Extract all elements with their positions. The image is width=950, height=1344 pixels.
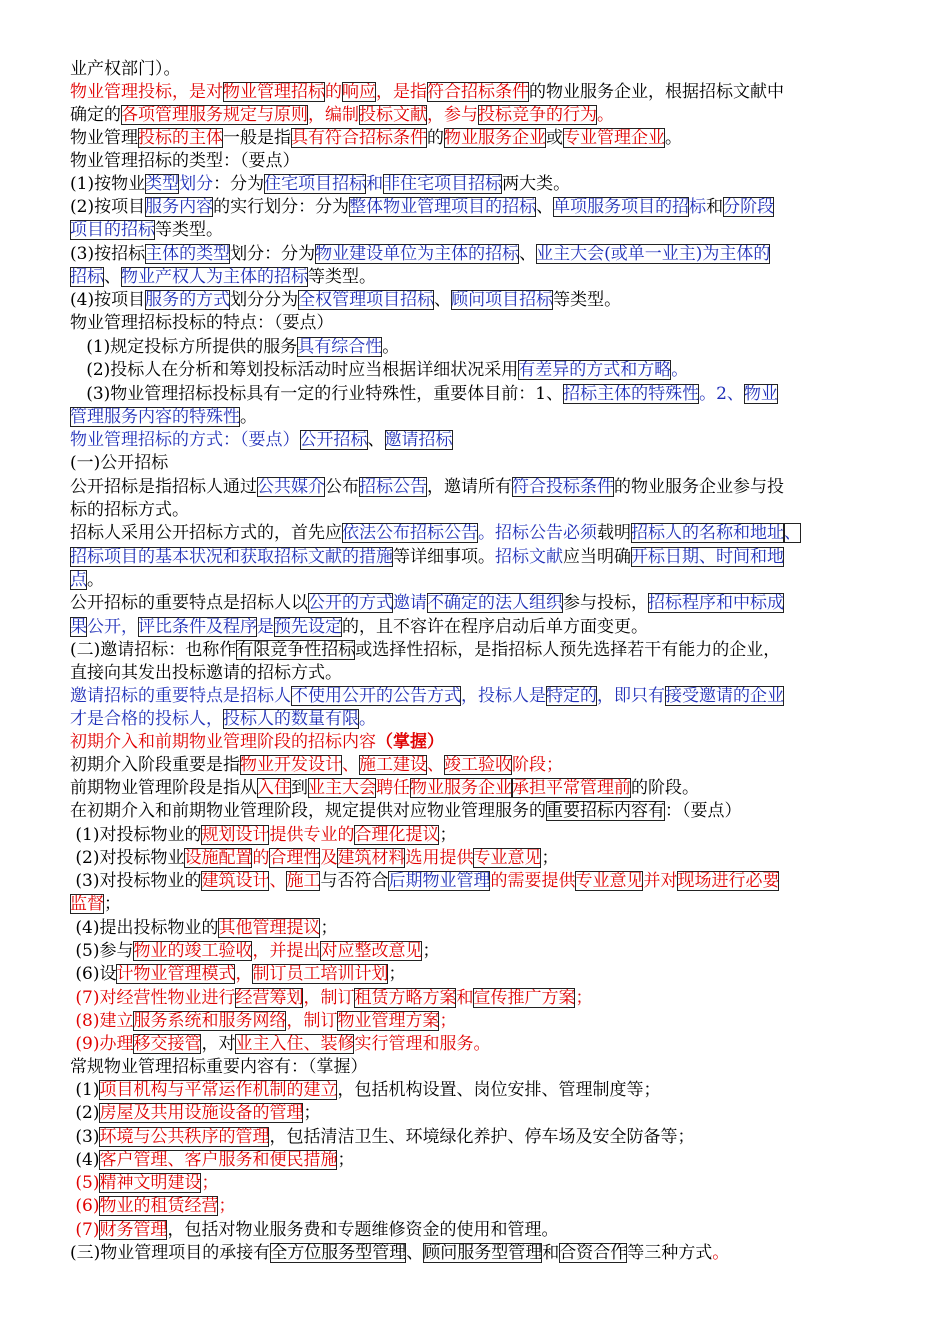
text-segment: (3)按招标 xyxy=(70,244,146,264)
text-line xyxy=(70,219,882,242)
text-segment: 划分分为 xyxy=(230,290,299,310)
boxed-keyword: 投标人的数量有限 xyxy=(223,709,359,729)
text-line xyxy=(70,336,882,359)
text-segment: 初期介入阶段重要是指 xyxy=(70,755,240,775)
text-segment: 确定的 xyxy=(70,105,121,125)
text-line xyxy=(70,150,882,173)
boxed-keyword: 具有综合性 xyxy=(297,337,383,357)
boxed-keyword: 具有符合招标条件 xyxy=(291,128,427,148)
boxed-keyword: 各项管理服务规定与原则 xyxy=(121,105,308,125)
boxed-keyword: 房屋及共用设施设备的管理 xyxy=(99,1103,304,1123)
text-segment: 常规物业管理招标重要内容有：（掌握） xyxy=(70,1057,368,1077)
text-segment: 的物业服务企业，根据招标文献中 xyxy=(529,82,784,102)
boxed-keyword: 规划设计 xyxy=(201,825,270,845)
text-segment: (1)规定投标方所提供的服务 xyxy=(70,337,298,357)
text-segment: 。招标公告必须 xyxy=(478,523,597,543)
text-segment: 物业管理投标，是对 xyxy=(70,82,223,102)
text-segment: ，是指 xyxy=(376,82,427,102)
text-segment: 载明 xyxy=(597,523,631,543)
boxed-keyword: 监督 xyxy=(70,894,104,914)
text-segment: (3)对投标物业的 xyxy=(70,871,202,891)
text-segment: 及 xyxy=(320,848,338,868)
text-line xyxy=(70,546,882,569)
text-segment: 。 xyxy=(359,709,376,729)
text-segment: 的实行划分：分为 xyxy=(213,197,350,217)
boxed-keyword: 环境与公共秩序的管理 xyxy=(99,1127,270,1147)
text-line xyxy=(70,452,882,475)
text-line xyxy=(70,81,882,104)
boxed-keyword: 服务系统和服务网络 xyxy=(133,1011,287,1031)
text-segment: 招标文献 xyxy=(495,547,563,567)
boxed-keyword: 客户管理、客户服务和便民措施 xyxy=(99,1150,338,1170)
text-segment: (1) xyxy=(70,1080,100,1100)
text-line xyxy=(70,662,882,685)
boxed-keyword: 预先设定 xyxy=(274,617,342,637)
boxed-keyword: 合资合作 xyxy=(559,1243,628,1263)
boxed-keyword: 建筑设计 xyxy=(201,871,270,891)
boxed-keyword: 、 xyxy=(784,523,801,543)
text-segment: 应当明确 xyxy=(563,547,631,567)
text-segment: (4)提出投标物业的 xyxy=(70,918,219,938)
text-segment: ； xyxy=(422,941,440,961)
boxed-keyword: 依法公布招标公告 xyxy=(342,523,478,543)
boxed-keyword: 全权管理项目招标 xyxy=(298,290,435,310)
text-line xyxy=(70,243,882,266)
text-line xyxy=(70,1219,882,1242)
boxed-keyword: 有差异的方式和方略 xyxy=(518,360,672,380)
text-segment: 、 xyxy=(342,755,359,775)
text-segment: 物业管理招标的类型：（要点） xyxy=(70,151,300,171)
text-line xyxy=(70,1079,882,1102)
text-segment: (9)办理 xyxy=(70,1034,134,1054)
text-segment: ，制订 xyxy=(303,988,355,1008)
text-segment: 、 xyxy=(434,290,452,310)
boxed-keyword: 招标主体的特殊性 xyxy=(563,384,700,404)
text-segment: ，制订 xyxy=(286,1011,338,1031)
boxed-keyword: 公共媒介 xyxy=(257,477,325,497)
text-segment: 物业管理招标的方式：（要点） xyxy=(70,430,300,450)
text-segment: 。 xyxy=(665,128,682,148)
boxed-keyword: 物业开发设计 xyxy=(240,755,342,775)
boxed-keyword: 入住 xyxy=(257,778,291,798)
boxed-keyword: 公开招标 xyxy=(299,430,368,450)
text-segment: 招标人采用公开招标方式的，首先应 xyxy=(70,523,342,543)
text-segment: ，即只有 xyxy=(597,686,665,706)
text-segment: 前期物业管理阶段是指从 xyxy=(70,778,257,798)
text-segment: 。 xyxy=(382,337,400,357)
text-line xyxy=(70,58,882,81)
text-line xyxy=(70,824,882,847)
text-segment: 的 xyxy=(427,128,444,148)
text-segment: 提供专业的 xyxy=(269,825,355,845)
boxed-keyword: 物业服务企业 xyxy=(444,128,546,148)
text-segment: 物业管理 xyxy=(70,128,138,148)
text-segment: ，投标人是 xyxy=(461,686,546,706)
boxed-keyword: 邀请招标 xyxy=(384,430,453,450)
text-line xyxy=(70,800,882,823)
text-segment: 。 xyxy=(240,407,257,427)
boxed-keyword: 顾问服务型管理 xyxy=(423,1243,543,1263)
boxed-keyword: 响应 xyxy=(342,82,376,102)
boxed-keyword: 财务管理 xyxy=(99,1220,168,1240)
boxed-keyword: 非住宅项目招标 xyxy=(383,174,503,194)
boxed-keyword: 全方位服务型管理 xyxy=(270,1243,407,1263)
boxed-keyword: 业主大会(或单一业主)为主体的 xyxy=(536,244,771,264)
text-segment: 、 xyxy=(406,1243,424,1263)
boxed-keyword: 业主入住、装修 xyxy=(235,1034,355,1054)
text-segment: 划分 xyxy=(179,174,214,194)
boxed-keyword: 专业意见 xyxy=(473,848,542,868)
text-segment: (3)物业管理招标投标具有一定的行业特殊性，重要体目前：1、 xyxy=(70,384,564,404)
boxed-keyword: 投标竞争的行为 xyxy=(478,105,597,125)
text-line xyxy=(70,847,882,870)
text-segment: 。 xyxy=(87,570,104,590)
text-segment: 和 xyxy=(366,174,384,194)
text-segment: 。 xyxy=(712,1243,730,1263)
text-segment: ； xyxy=(104,894,121,914)
text-segment: 参与投标， xyxy=(563,593,648,613)
text-segment: ； xyxy=(201,1173,219,1193)
text-segment: 的，且不容许在程序启动后单方面变更。 xyxy=(342,617,648,637)
text-segment: ，并提出 xyxy=(252,941,321,961)
text-segment: ，包括清洁卫生、环境绿化养护、停车场及安全防备等； xyxy=(269,1127,695,1147)
text-segment: 。 xyxy=(597,105,614,125)
text-line xyxy=(70,1126,882,1149)
boxed-keyword: 宣传推广方案 xyxy=(473,988,576,1008)
boxed-keyword: 物业服务企业 xyxy=(410,778,512,798)
boxed-keyword: 招标 xyxy=(70,267,104,287)
text-segment: 的需要提供 xyxy=(490,871,576,891)
boxed-keyword: 项目的招标 xyxy=(70,220,155,240)
text-segment: 、 xyxy=(104,267,121,287)
text-line xyxy=(70,289,882,312)
boxed-keyword: 移交接管 xyxy=(133,1034,202,1054)
text-line xyxy=(70,569,882,592)
boxed-keyword: 管理服务内容的特殊性 xyxy=(70,407,240,427)
text-segment: (4) xyxy=(70,1150,100,1170)
text-segment: 或选择性招标，是指招标人预先选择若干有能力的企业， xyxy=(355,640,781,660)
text-segment: 等类型。 xyxy=(308,267,376,287)
boxed-keyword: 招标人的名称和地址 xyxy=(631,523,784,543)
text-segment: ； xyxy=(218,1196,236,1216)
text-segment: (一)公开招标 xyxy=(70,453,169,473)
text-line xyxy=(70,987,882,1010)
text-segment: 标的招标方式。 xyxy=(70,500,189,520)
text-line xyxy=(70,940,882,963)
text-segment: ，邀请所有 xyxy=(427,477,512,497)
text-segment: 阶段； xyxy=(512,755,563,775)
boxed-keyword: 顾问项目招标 xyxy=(451,290,554,310)
text-segment: ； xyxy=(439,1011,457,1031)
text-segment: (4)按项目 xyxy=(70,290,146,310)
text-segment: 、 xyxy=(269,871,287,891)
text-segment: 的 xyxy=(325,82,342,102)
text-line xyxy=(70,312,882,335)
text-segment: 、 xyxy=(536,197,554,217)
boxed-keyword: 承担平常管理前 xyxy=(512,778,631,798)
boxed-keyword: 设施配置 xyxy=(184,848,253,868)
text-line xyxy=(70,499,882,522)
text-segment: 选用提供 xyxy=(405,848,474,868)
text-line xyxy=(70,359,882,382)
boxed-keyword: 单项服务项目的招 xyxy=(553,197,690,217)
text-segment: (7) xyxy=(70,1220,100,1240)
boxed-keyword: 专业管理企业 xyxy=(563,128,665,148)
boxed-keyword: 业主大会 xyxy=(308,778,376,798)
boxed-keyword: 项目机构与平常运作机制的建立 xyxy=(99,1080,338,1100)
boxed-keyword: 主体的类型 xyxy=(145,244,231,264)
text-segment: 公布 xyxy=(325,477,359,497)
boxed-keyword: 投标文献 xyxy=(359,105,427,125)
text-segment: 和 xyxy=(456,988,474,1008)
text-line xyxy=(70,685,882,708)
boxed-keyword: 评比条件及程序 xyxy=(138,617,257,637)
text-segment: 。2、 xyxy=(699,384,744,404)
boxed-keyword: 物业产权人为主体的招标 xyxy=(121,267,308,287)
boxed-keyword: 物业管理方案 xyxy=(337,1011,440,1031)
boxed-keyword: 不确定的法人组织 xyxy=(427,593,563,613)
text-segment: 和 xyxy=(706,197,724,217)
text-segment: (2) xyxy=(70,1103,100,1123)
boxed-keyword: 接受邀请的企业 xyxy=(665,686,784,706)
text-segment: 等类型。 xyxy=(155,220,223,240)
text-segment: 等三种方式 xyxy=(627,1243,713,1263)
text-segment: 实行管理和服务。 xyxy=(354,1034,491,1054)
boxed-keyword: 特定的 xyxy=(546,686,597,706)
text-line xyxy=(70,1056,882,1079)
text-segment: 物业管理招标投标的特点：（要点） xyxy=(70,313,334,333)
text-segment: (2)投标人在分析和筹划投标活动时应当根据详细状况采用 xyxy=(70,360,519,380)
text-line xyxy=(70,777,882,800)
text-segment: (6) xyxy=(70,1196,100,1216)
text-segment: 初期介入和前期物业管理阶段的招标内容 xyxy=(70,732,376,752)
boxed-keyword: 符合投标条件 xyxy=(512,477,614,497)
boxed-keyword: 计物业管理模式 xyxy=(116,964,236,984)
text-line xyxy=(70,104,882,127)
text-line xyxy=(70,1102,882,1125)
boxed-keyword: 经营筹划 xyxy=(235,988,304,1008)
text-segment: 并对 xyxy=(643,871,678,891)
boxed-keyword: 现场进行必要 xyxy=(677,871,780,891)
boxed-keyword: 整体物业管理项目的招标 xyxy=(349,197,537,217)
text-segment: (2)对投标物业 xyxy=(70,848,185,868)
text-segment: 等类型。 xyxy=(553,290,622,310)
text-line xyxy=(70,522,882,545)
text-line xyxy=(70,1149,882,1172)
text-segment: ，包括对物业服务费和专题维修资金的使用和管理。 xyxy=(167,1220,559,1240)
text-segment: ； xyxy=(575,988,593,1008)
text-line xyxy=(70,127,882,150)
boxed-keyword: 合理化提议 xyxy=(354,825,440,845)
text-segment: 划分：分为 xyxy=(230,244,316,264)
text-line xyxy=(70,639,882,662)
text-line xyxy=(70,1242,882,1265)
text-segment: (1)按物业 xyxy=(70,174,146,194)
text-segment: 才是合格的投标人， xyxy=(70,709,223,729)
text-segment: （掌握） xyxy=(376,732,444,752)
boxed-keyword: 服务的方式 xyxy=(145,290,231,310)
text-segment: ，对 xyxy=(201,1034,236,1054)
boxed-keyword: 不使用公开的公告方式 xyxy=(291,686,461,706)
text-line xyxy=(70,196,882,219)
boxed-keyword: 重要招标内容有 xyxy=(546,801,665,821)
text-line xyxy=(70,1010,882,1033)
text-segment: ，包括机构设置、岗位安排、管理制度等； xyxy=(337,1080,661,1100)
text-segment: ； xyxy=(541,848,559,868)
text-segment: 等详细事项。 xyxy=(393,547,495,567)
boxed-keyword: 开标日期、时间和地 xyxy=(631,547,784,567)
text-segment: 。 xyxy=(671,360,689,380)
text-segment: 、 xyxy=(519,244,537,264)
boxed-keyword: 专业意见 xyxy=(575,871,644,891)
text-segment: 、 xyxy=(427,755,444,775)
text-line xyxy=(70,1033,882,1056)
text-segment: 或 xyxy=(546,128,563,148)
boxed-keyword: 符合招标条件 xyxy=(427,82,529,102)
boxed-keyword: 制订员工培训计划 xyxy=(252,964,389,984)
text-line xyxy=(70,266,882,289)
text-segment: ； xyxy=(388,964,406,984)
boxed-keyword: 物业管理招标 xyxy=(223,82,325,102)
text-segment: 一般是指 xyxy=(223,128,291,148)
boxed-keyword: 招标公告 xyxy=(359,477,427,497)
text-segment: 到 xyxy=(291,778,308,798)
text-line xyxy=(70,1195,882,1218)
boxed-keyword: 物业的租赁经营 xyxy=(99,1196,219,1216)
text-segment: (1)对投标物业的 xyxy=(70,825,202,845)
text-segment: ； xyxy=(337,1150,355,1170)
text-line xyxy=(70,708,882,731)
text-line xyxy=(70,870,882,893)
text-segment: 的物业服务企业参与投 xyxy=(614,477,784,497)
text-segment: ； xyxy=(303,1103,321,1123)
text-segment: 的阶段。 xyxy=(631,778,699,798)
text-segment: ， xyxy=(235,964,253,984)
boxed-keyword: 类型 xyxy=(145,174,180,194)
boxed-keyword: 果 xyxy=(70,617,87,637)
text-segment: ，参与 xyxy=(427,105,478,125)
boxed-keyword: 竣工验收 xyxy=(444,755,512,775)
boxed-keyword: 对应整改意见 xyxy=(320,941,423,961)
text-segment: 的 xyxy=(252,848,270,868)
text-line xyxy=(70,476,882,499)
text-segment: ：分为 xyxy=(213,174,265,194)
boxed-keyword: 物业 xyxy=(743,384,778,404)
text-segment: 业产权部门）。 xyxy=(70,59,181,79)
text-segment: (6)设 xyxy=(70,964,117,984)
text-segment: (三)物业管理项目的承接有 xyxy=(70,1243,271,1263)
boxed-keyword: 后期物业管理 xyxy=(388,871,491,891)
boxed-keyword: 招标项目的基本状况和获取招标文献的措施 xyxy=(70,547,393,567)
text-segment: (5)参与 xyxy=(70,941,134,961)
text-segment: (7)对经营性物业进行 xyxy=(70,988,236,1008)
text-segment: (5) xyxy=(70,1173,100,1193)
text-segment: 邀请招标的重要特点是招标人 xyxy=(70,686,291,706)
text-line xyxy=(70,592,882,615)
text-segment: 和 xyxy=(542,1243,560,1263)
text-segment: 公开招标是指招标人通过 xyxy=(70,477,257,497)
text-segment: 直接向其发出投标邀请的招标方式。 xyxy=(70,663,342,683)
text-segment: 公开招标的重要特点是招标人以 xyxy=(70,593,308,613)
boxed-keyword: 施工 xyxy=(286,871,321,891)
boxed-keyword: 物业的竣工验收 xyxy=(133,941,253,961)
text-segment: 两大类。 xyxy=(502,174,571,194)
boxed-keyword: 有限竞争性招标 xyxy=(236,640,356,660)
boxed-keyword: 合理性 xyxy=(269,848,321,868)
text-line xyxy=(70,1172,882,1195)
text-line xyxy=(70,616,882,639)
text-segment: (2)按项目 xyxy=(70,197,146,217)
boxed-keyword: 投标的主体 xyxy=(138,128,223,148)
text-line xyxy=(70,731,882,754)
text-line xyxy=(70,754,882,777)
boxed-keyword: 服务内容 xyxy=(145,197,214,217)
text-segment: 公开， xyxy=(87,617,138,637)
boxed-keyword: 分阶段 xyxy=(723,197,775,217)
text-segment: 标 xyxy=(689,197,707,217)
text-line xyxy=(70,173,882,196)
text-segment: ，编制 xyxy=(308,105,359,125)
text-segment: 、 xyxy=(367,430,385,450)
boxed-keyword: 招标程序和中标成 xyxy=(648,593,784,613)
text-segment: (二)邀请招标：也称作 xyxy=(70,640,237,660)
text-segment: 是 xyxy=(257,617,274,637)
boxed-keyword: 建筑材料 xyxy=(337,848,406,868)
text-line xyxy=(70,383,882,406)
text-line xyxy=(70,406,882,429)
boxed-keyword: 其他管理提议 xyxy=(218,918,321,938)
text-segment: 在初期介入和前期物业管理阶段，规定提供对应物业管理服务的 xyxy=(70,801,546,821)
boxed-keyword: 租赁方略方案 xyxy=(354,988,457,1008)
text-line xyxy=(70,963,882,986)
boxed-keyword: 精神文明建设 xyxy=(99,1173,202,1193)
text-segment: 与否符合 xyxy=(320,871,389,891)
text-line xyxy=(70,893,882,916)
boxed-keyword: 物业建设单位为主体的招标 xyxy=(315,244,520,264)
boxed-keyword: 住宅项目招标 xyxy=(264,174,367,194)
boxed-keyword: 公开的方式 xyxy=(308,593,393,613)
boxed-keyword: 施工建设 xyxy=(359,755,427,775)
text-line xyxy=(70,429,882,452)
text-segment: (3) xyxy=(70,1127,100,1147)
text-segment: ； xyxy=(320,918,338,938)
text-segment: 聘任 xyxy=(376,778,410,798)
text-segment: (8)建立 xyxy=(70,1011,134,1031)
text-segment: ：（要点） xyxy=(665,801,742,821)
text-line xyxy=(70,917,882,940)
text-segment: 邀请 xyxy=(393,593,427,613)
boxed-keyword: 点 xyxy=(70,570,87,590)
text-segment: ； xyxy=(439,825,457,845)
